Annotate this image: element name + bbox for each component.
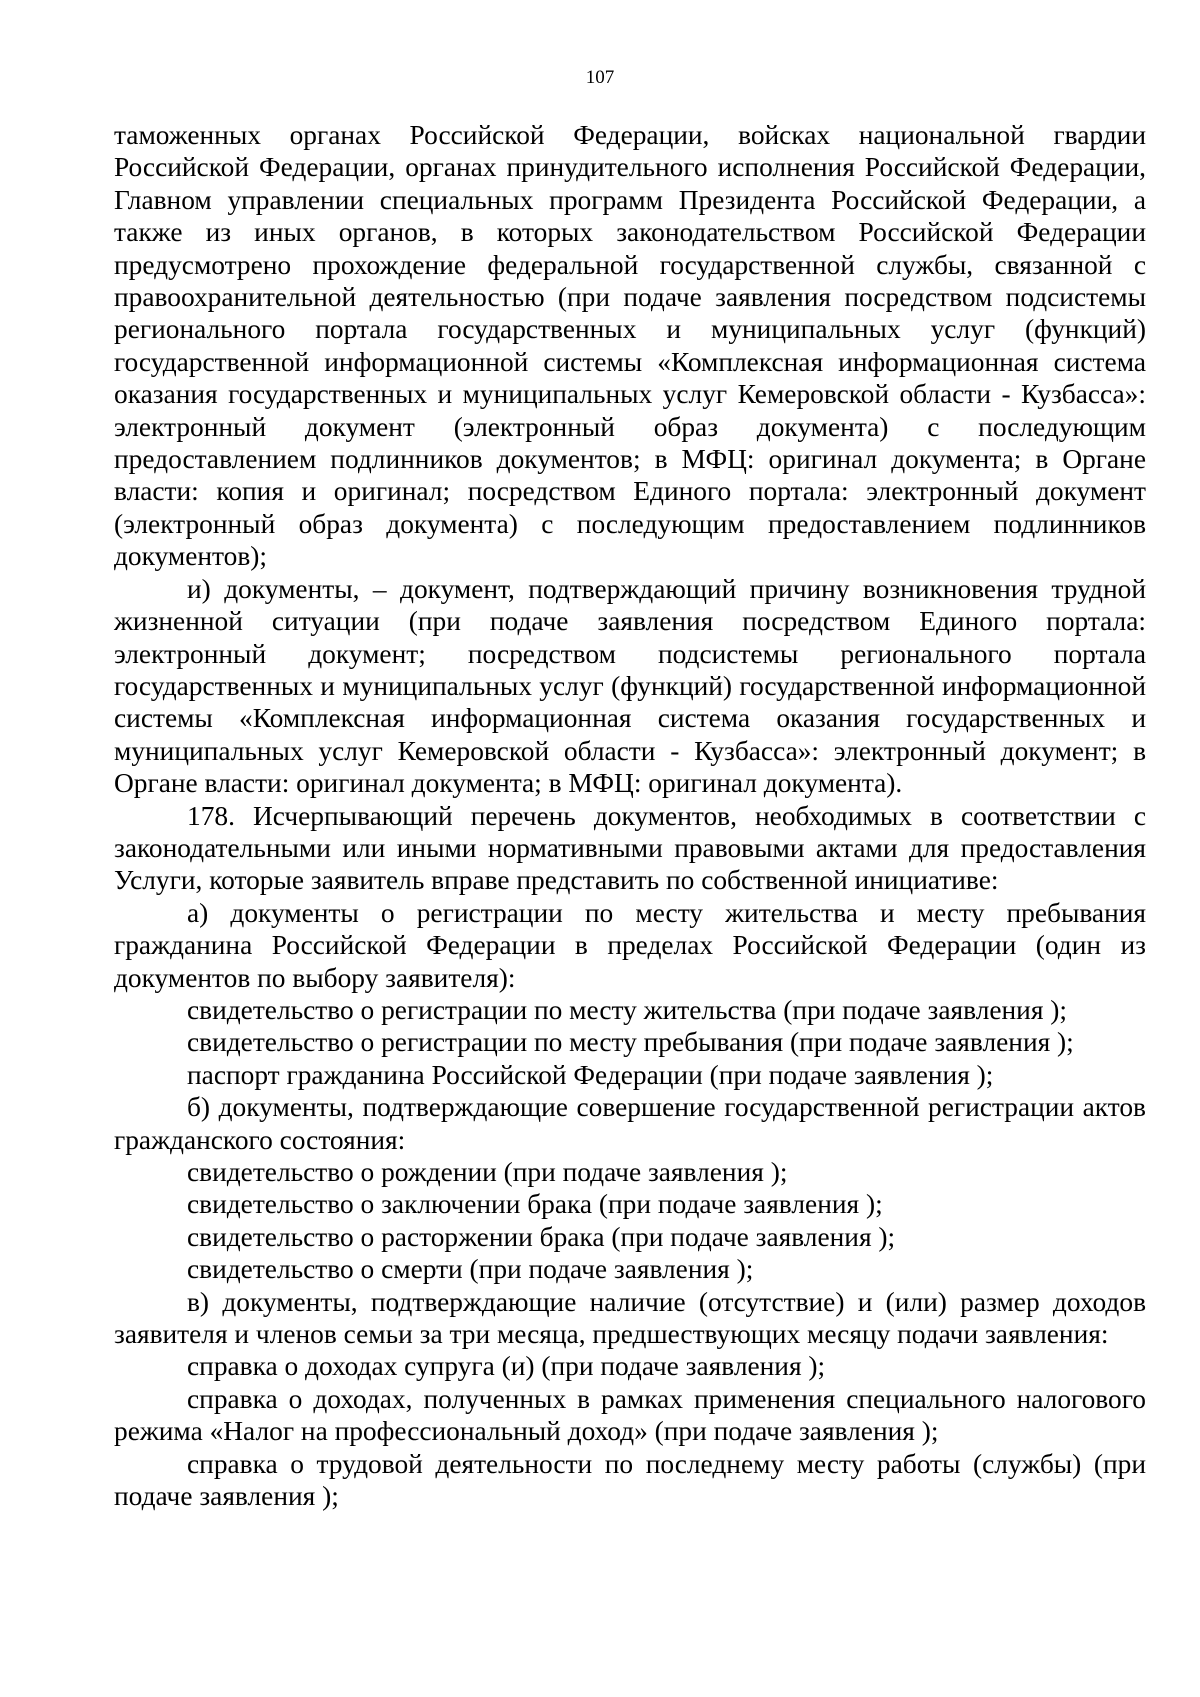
paragraph-item-a: а) документы о регистрации по месту жительства и месту пребывания гражданина Российской Федерации в пределах Российской Федерации (один из документов по выбору заявителя): xyxy=(114,897,1146,993)
list-item: свидетельство о заключении брака (при подаче заявления ); xyxy=(187,1189,883,1220)
list-item: свидетельство о регистрации по месту жительства (при подаче заявления ); xyxy=(187,994,1068,1025)
paragraph-item-b: б) документы, подтверждающие совершение государственной регистрации актов гражданского состояния: xyxy=(114,1092,1146,1155)
paragraph-item-i: и) документы, – документ, подтверждающий причину возникновения трудной жизненной ситуации (при подаче заявления посредством Единого портала: электронный документ; посредством подсистемы регионального портала государственных и муниципальных услуг (функций) государственной информационной системы «Комплексная информационная система оказания государственных и муниципальных услуг Кемеровской области - Кузбасса»: электронный документ; в Органе власти: оригинал документа; в МФЦ: оригинал документа). xyxy=(114,573,1146,799)
list-item: свидетельство о рождении (при подаче заявления ); xyxy=(187,1157,788,1187)
list-item: паспорт гражданина Российской Федерации (при подаче заявления ); xyxy=(187,1059,994,1090)
list-item: свидетельство о смерти (при подаче заявления ); xyxy=(187,1254,754,1285)
paragraph-item-v: в) документы, подтверждающие наличие (отсутствие) и (или) размер доходов заявителя и членов семьи за три месяца, предшествующих месяцу подачи заявления: xyxy=(114,1286,1146,1350)
paragraph-178: 178. Исчерпывающий перечень документов, необходимых в соответствии с законодательными или иными нормативными правовыми актами для предоставления Услуги, которые заявитель вправе представить по собственной инициативе: xyxy=(114,800,1146,896)
list-item: справка о трудовой деятельности по последнему месту работы (службы) (при подаче заявления ); xyxy=(114,1448,1146,1512)
list-item: свидетельство о регистрации по месту пребывания (при подаче заявления ); xyxy=(187,1027,1074,1058)
list-item: справка о доходах, полученных в рамках применения специального налогового режима «Налог на профессиональный доход» (при подаче заявления ); xyxy=(114,1383,1146,1447)
list-item: свидетельство о расторжении брака (при подаче заявления ); xyxy=(187,1221,896,1252)
paragraph-continuation: таможенных органах Российской Федерации, войсках национальной гвардии Российской Федерации, органах принудительного исполнения Российской Федерации, Главном управлении специальных программ Президента Российской Федерации, а также из иных органов, в которых законодательством Российской Федерации предусмотрено прохождение федеральной государственной службы, связанной с правоохранительной деятельностью (при подаче заявления посредством подсистемы регионального портала государственных и муниципальных услуг (функций) государственной информационной системы «Комплексная информационная система оказания государственных и муниципальных услуг Кемеровской области - Кузбасса»: электронный документ (электронный образ документа) с последующим предоставлением подлинников документов; в МФЦ: оригинал документа; в Органе власти: копия и оригинал; посредством Единого портала: электронный документ (электронный образ документа) с последующим предоставлением подлинников документов); xyxy=(114,120,1146,572)
list-item: справка о доходах супруга (и) (при подаче заявления ); xyxy=(187,1351,826,1382)
page-number: 107 xyxy=(585,67,615,88)
document-body xyxy=(114,119,1146,1512)
